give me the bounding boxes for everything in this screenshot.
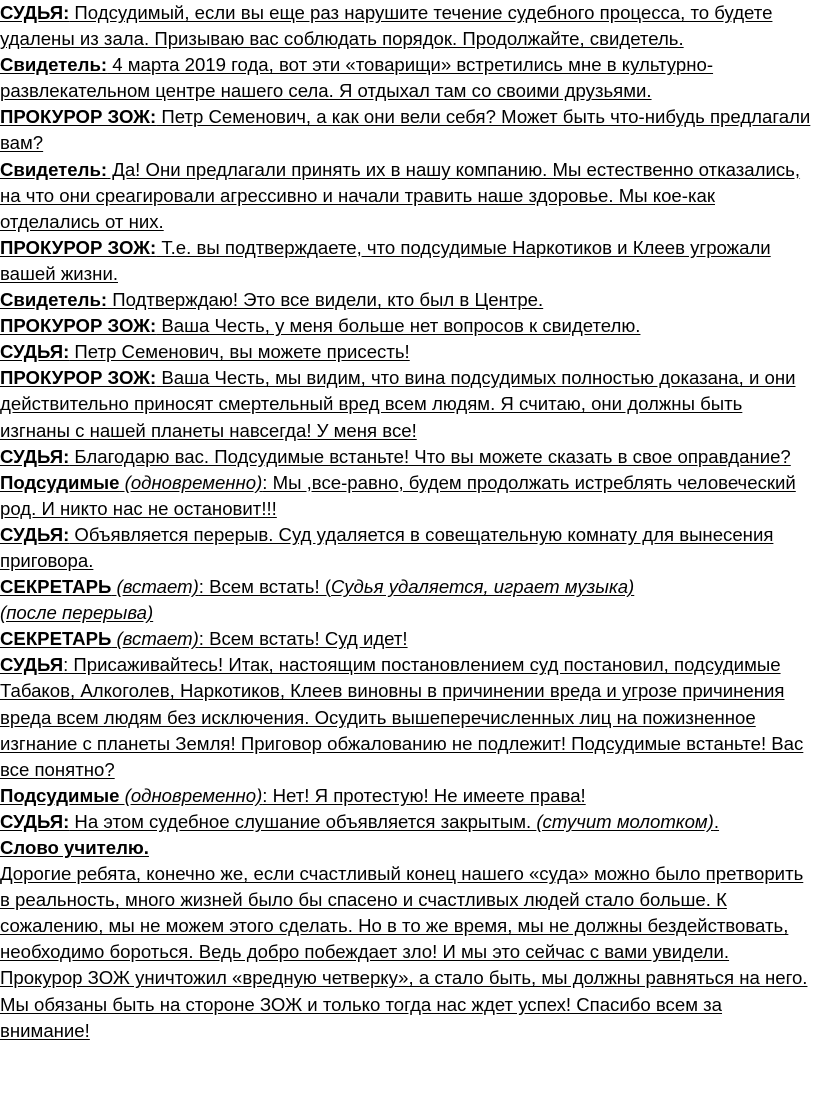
- speech-text: Объявляется перерыв. Суд удаляется в совещательную комнату для вынесения приговора.: [0, 523, 774, 571]
- speech-text: Подтверждаю! Это все видели, кто был в Центре.: [107, 289, 544, 311]
- speaker-label: Подсудимые: [0, 784, 120, 806]
- paragraph-prosecutor-4: [0, 365, 814, 443]
- paragraph-judge-3: [0, 444, 814, 470]
- speech-text: Ваша Честь, у меня больше нет вопросов к свидетелю.: [156, 315, 641, 337]
- paragraph-defendants-2: [0, 783, 814, 809]
- paragraph-defendants-1: [0, 470, 814, 522]
- paragraph-witness-2: [0, 157, 814, 235]
- speech-text: Т.е. вы подтверждаете, что подсудимые Наркотиков и Клеев угрожали вашей жизни.: [0, 236, 771, 284]
- speech-text: : Присаживайтесь! Итак, настоящим постановлением суд постановил, подсудимые Табаков, Алкоголев, Наркотиков, Клеев виновны в причинении вреда и угрозе причинения вреда всем людям без исключения. Осудить вышеперечисленных лиц на пожизненное изгнание с планеты Земля! Приговор обжалованию не подлежит! Подсудимые встаньте! Вас все понятно?: [0, 654, 804, 780]
- stage-direction: (одновременно): [119, 784, 263, 806]
- speech-text: 4 марта 2019 года, вот эти «товарищи» встретились мне в культурно-развлекательном центре нашего села. Я отдыхал там со своими друзьями.: [0, 54, 714, 102]
- speaker-label: Подсудимые: [0, 471, 120, 493]
- speech-text: Петр Семенович, вы можете присесть!: [69, 341, 410, 363]
- paragraph-witness-3: [0, 287, 814, 313]
- speech-text: Петр Семенович, а как они вели себя? Может быть что-нибудь предлагали вам?: [0, 106, 811, 154]
- stage-direction: (стучит молотком): [536, 810, 714, 832]
- speaker-label: СУДЬЯ:: [0, 2, 70, 23]
- speaker-label: Свидетель:: [0, 54, 108, 76]
- speaker-label: ПРОКУРОР ЗОЖ:: [0, 367, 157, 389]
- speaker-label: СЕКРЕТАРЬ: [0, 576, 112, 598]
- paragraph-prosecutor-1: [0, 104, 814, 156]
- speech-text: : Мы ,все-равно, будем продолжать истреблять человеческий род. И никто нас не остановит!!!: [0, 471, 796, 519]
- paragraph-after-break: [0, 600, 814, 626]
- stage-direction: (встает): [111, 628, 199, 650]
- paragraph-teacher-speech: [0, 861, 814, 1044]
- speaker-label: СУДЬЯ:: [0, 523, 70, 545]
- paragraph-witness-1: [0, 52, 814, 104]
- paragraph-secretary-2: [0, 626, 814, 652]
- paragraph-prosecutor-2: [0, 235, 814, 287]
- stage-direction: (после перерыва): [0, 602, 154, 624]
- speaker-label: СУДЬЯ:: [0, 810, 70, 832]
- speaker-label: СУДЬЯ:: [0, 445, 70, 467]
- speaker-label: Свидетель:: [0, 158, 108, 180]
- speech-text: : Нет! Я протестую! Не имеете права!: [262, 784, 586, 806]
- paragraph-judge-4: [0, 522, 814, 574]
- speech-text: : Всем встать! Суд идет!: [198, 628, 408, 650]
- paragraph-judge-verdict: [0, 652, 814, 782]
- speech-text: Подсудимый, если вы еще раз нарушите течение судебного процесса, то будете удалены из зала. Призываю вас соблюдать порядок. Продолжайте, свидетель.: [0, 2, 773, 50]
- speech-text: : Всем встать! (: [198, 576, 332, 598]
- speaker-label: СЕКРЕТАРЬ: [0, 628, 112, 650]
- speech-text: Ваша Честь, мы видим, что вина подсудимых полностью доказана, и они действительно приносят смертельный вред всем людям. Я считаю, они должны быть изгнаны с нашей планеты навсегда! У меня все!: [0, 367, 796, 441]
- section-heading: Слово учителю.: [0, 837, 149, 858]
- speech-text: Дорогие ребята, конечно же, если счастливый конец нашего «суда» можно было претворить в реальность, много жизней было бы спасено и счастливых людей стало больше. К сожалению, мы не можем этого сделать. Но в то же время, мы не должны бездействовать, необходимо бороться. Ведь добро побеждает зло! И мы это сейчас с вами увидели. Прокурор ЗОЖ уничтожил «вредную четверку», а стало быть, мы должны равняться на него. Мы обязаны быть на стороне ЗОЖ и только тогда нас ждет успех! Спасибо всем за внимание!: [0, 863, 808, 1041]
- speaker-label: ПРОКУРОР ЗОЖ:: [0, 106, 157, 128]
- stage-direction: Судья удаляется, играет музыка): [331, 576, 635, 598]
- speech-text: Да! Они предлагали принять их в нашу компанию. Мы естественно отказались, на что они среагировали агрессивно и начали травить наше здоровье. Мы кое-как отделались от них.: [0, 158, 801, 232]
- paragraph-prosecutor-3: [0, 313, 814, 339]
- speech-text: На этом судебное слушание объявляется закрытым.: [69, 810, 537, 832]
- paragraph-judge-closing: [0, 809, 814, 835]
- paragraph-judge-warning: [0, 0, 814, 52]
- paragraph-secretary-1: [0, 574, 814, 600]
- speech-text: .: [713, 810, 720, 832]
- paragraph-judge-2: [0, 339, 814, 365]
- speaker-label: ПРОКУРОР ЗОЖ:: [0, 315, 157, 337]
- speaker-label: ПРОКУРОР ЗОЖ:: [0, 236, 157, 258]
- speaker-label: СУДЬЯ:: [0, 341, 70, 363]
- stage-direction: (одновременно): [119, 471, 263, 493]
- speech-text: Благодарю вас. Подсудимые встаньте! Что вы можете сказать в свое оправдание?: [69, 445, 791, 467]
- speaker-label: СУДЬЯ: [0, 654, 64, 676]
- stage-direction: (встает): [111, 576, 199, 598]
- speaker-label: Свидетель:: [0, 289, 108, 311]
- paragraph-teacher-heading: [0, 835, 814, 861]
